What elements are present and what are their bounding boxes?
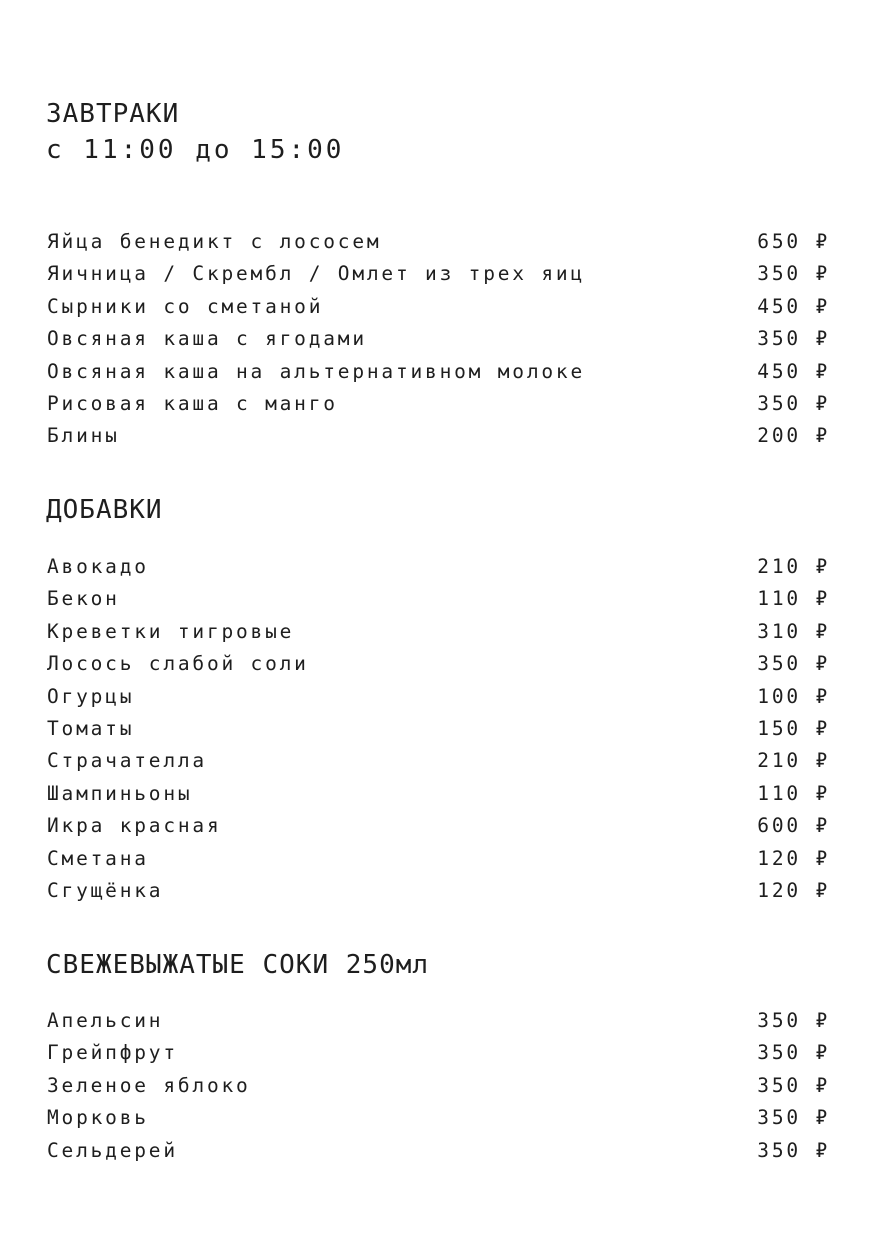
item-price: 450 ₽	[757, 359, 830, 383]
item-price: 110 ₽	[757, 587, 830, 611]
list-item	[47, 1037, 830, 1069]
item-name: Креветки тигровые	[47, 619, 295, 643]
item-name: Зеленое яблоко	[47, 1073, 251, 1097]
list-item	[47, 1135, 830, 1167]
item-price: 350 ₽	[757, 391, 830, 415]
item-name: Яичница / Скрембл / Омлет из трех яиц	[47, 262, 585, 286]
item-name: Морковь	[47, 1106, 149, 1130]
item-price: 350 ₽	[757, 327, 830, 351]
item-name: Страчателла	[47, 749, 207, 773]
item-name: Блины	[47, 424, 120, 448]
item-price: 120 ₽	[757, 878, 830, 902]
item-price: 600 ₽	[757, 814, 830, 838]
list-item	[47, 551, 830, 583]
item-price: 100 ₽	[757, 684, 830, 708]
item-price: 120 ₽	[757, 846, 830, 870]
item-price: 210 ₽	[757, 555, 830, 578]
list-item	[47, 681, 830, 713]
list-item	[47, 1070, 830, 1102]
list-item	[47, 258, 830, 290]
list-item	[47, 810, 830, 842]
item-price: 200 ₽	[757, 424, 830, 448]
item-name: Сырники со сметаной	[47, 294, 324, 318]
list-item	[47, 1102, 830, 1134]
breakfast-title: ЗАВТРАКИ	[46, 99, 180, 129]
item-name: Сметана	[47, 846, 149, 870]
addons-list	[47, 551, 830, 907]
item-name: Рисовая каша с манго	[47, 391, 338, 415]
item-price: 210 ₽	[757, 749, 830, 773]
item-price: 350 ₽	[757, 1138, 830, 1162]
breakfast-hours: с 11:00 до 15:00	[46, 135, 345, 165]
list-item	[47, 356, 830, 388]
list-item	[47, 745, 830, 777]
item-price: 650 ₽	[757, 230, 830, 253]
item-price: 350 ₽	[757, 1041, 830, 1065]
list-item	[47, 616, 830, 648]
item-name: Лосось слабой соли	[47, 652, 309, 676]
list-item	[47, 420, 830, 452]
list-item	[47, 583, 830, 615]
juices-list	[47, 1005, 830, 1167]
item-price: 150 ₽	[757, 716, 830, 740]
item-price: 110 ₽	[757, 781, 830, 805]
item-name: Овсяная каша с ягодами	[47, 327, 367, 351]
list-item	[47, 843, 830, 875]
item-price: 310 ₽	[757, 619, 830, 643]
item-price: 350 ₽	[757, 1073, 830, 1097]
list-item	[47, 291, 830, 323]
list-item	[47, 778, 830, 810]
breakfast-list	[47, 226, 830, 453]
item-name: Авокадо	[47, 555, 149, 578]
item-name: Бекон	[47, 587, 120, 611]
item-name: Овсяная каша на альтернативном молоке	[47, 359, 585, 383]
item-price: 450 ₽	[757, 294, 830, 318]
item-name: Томаты	[47, 716, 135, 740]
item-price: 350 ₽	[757, 1106, 830, 1130]
list-item	[47, 1005, 830, 1037]
addons-title: ДОБАВКИ	[46, 495, 163, 525]
item-name: Шампиньоны	[47, 781, 193, 805]
list-item	[47, 226, 830, 258]
item-name: Сельдерей	[47, 1138, 178, 1162]
list-item	[47, 875, 830, 907]
item-name: Яйца бенедикт с лососем	[47, 230, 382, 253]
item-price: 350 ₽	[757, 1009, 830, 1032]
item-price: 350 ₽	[757, 262, 830, 286]
list-item	[47, 713, 830, 745]
list-item	[47, 388, 830, 420]
item-name: Грейпфрут	[47, 1041, 178, 1065]
item-price: 350 ₽	[757, 652, 830, 676]
list-item	[47, 323, 830, 355]
item-name: Икра красная	[47, 814, 222, 838]
juices-title: СВЕЖЕВЫЖАТЫЕ СОКИ 250мл	[46, 950, 430, 980]
item-name: Апельсин	[47, 1009, 164, 1032]
item-name: Огурцы	[47, 684, 135, 708]
item-name: Сгущёнка	[47, 878, 164, 902]
list-item	[47, 648, 830, 680]
